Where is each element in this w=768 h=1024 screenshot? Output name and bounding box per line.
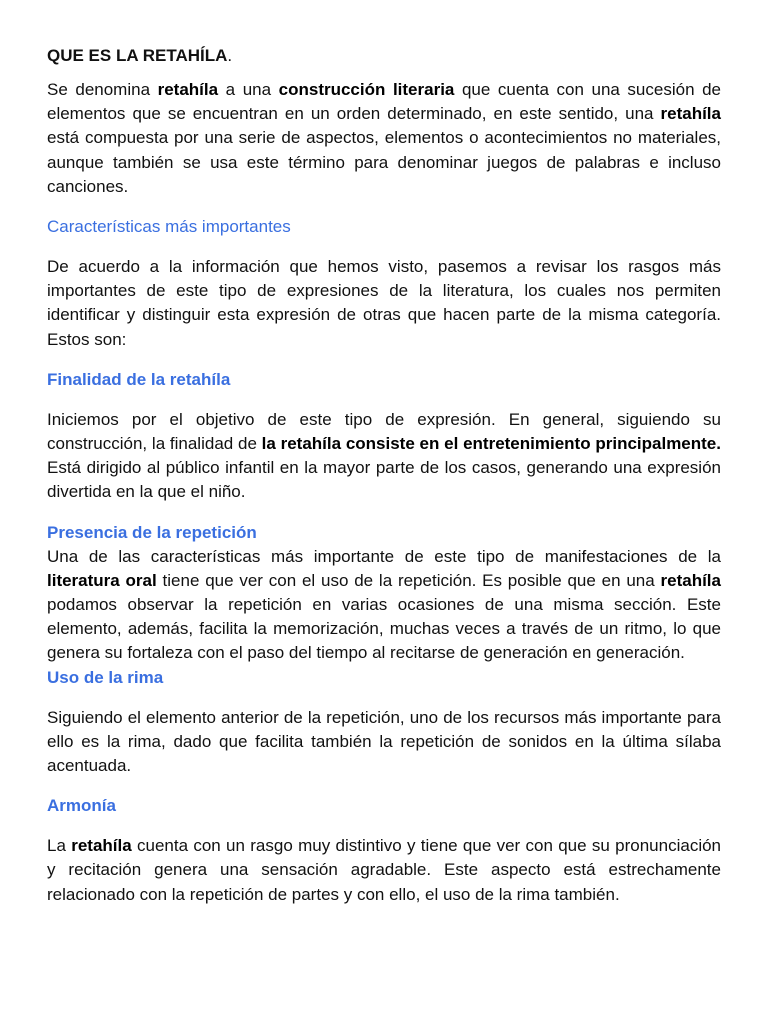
intro-text-3: que cuenta con una sucesión de elementos que se encuentran en un orden determinado, en este sentido, una	[47, 80, 722, 124]
document-title-text: QUE ES LA RETAHÍLA	[47, 46, 228, 65]
repeticion-text-2: tiene que ver con el uso de la repetición. Es posible que en una	[156, 570, 661, 590]
repeticion-bold-2: retahíla	[660, 570, 721, 590]
document-title-suffix: .	[227, 46, 233, 65]
finalidad-bold-1: la retahíla consiste en el entretenimiento principalmente.	[261, 434, 721, 454]
finalidad-text-2: Está dirigido al público infantil en la mayor parte de los casos, generando una expresión divertida en la que el niño.	[47, 458, 721, 502]
rima-paragraph: Siguiendo el elemento anterior de la repetición, uno de los recursos más importante para ello es la rima, dado que facilita también la repetición de sonidos en la última sílaba acentuada.	[47, 707, 721, 776]
intro-bold-2: construcción literaria	[278, 80, 455, 99]
armonia-text-2: cuenta con un rasgo muy distintivo y tiene que ver con que su pronunciación y recitación genera una sensación agradable. Este aspecto está estrechamente relacionado con la repetición de partes y con ello, el uso de la rima también.	[47, 836, 721, 904]
armonia-text-1: La	[47, 836, 72, 856]
heading-finalidad: Finalidad de la retahíla	[47, 369, 231, 389]
finalidad-paragraph	[47, 408, 721, 505]
repeticion-text-3: podamos observar la repetición en varias ocasiones de una misma sección. Este elemento, además, facilita la memorización, muchas veces a través de un ritmo, lo que genera su fortaleza con el paso del tiempo al recitarse de generación en generación.	[47, 595, 721, 663]
armonia-bold-1: retahíla	[71, 836, 132, 856]
intro-text-1: Se denomina	[47, 80, 158, 99]
repeticion-text-1: Una de las características más importante de este tipo de manifestaciones de la	[47, 546, 721, 566]
repeticion-bold-1: literatura oral	[47, 570, 157, 590]
document-title	[47, 44, 721, 68]
heading-armonia: Armonía	[47, 796, 116, 816]
repeticion-paragraph	[47, 545, 721, 666]
finalidad-text-1: Iniciemos por el objetivo de este tipo de expresión. En general, siguiendo su construcción, la finalidad de	[47, 409, 721, 454]
intro-paragraph	[47, 78, 721, 199]
intro-text-4: está compuesta por una serie de aspectos, elementos o acontecimientos no materiales, aunque también se usa este término para denominar juegos de palabras e incluso canciones.	[47, 128, 721, 196]
document-page	[47, 44, 721, 907]
armonia-paragraph	[47, 834, 721, 907]
heading-caracteristicas: Características más importantes	[47, 217, 291, 237]
intro-bold-3: retahíla	[660, 104, 721, 124]
heading-repeticion: Presencia de la repetición	[47, 522, 257, 542]
intro-text-2: a una	[218, 80, 279, 99]
intro-bold-1: retahíla	[157, 80, 219, 99]
caracteristicas-paragraph: De acuerdo a la información que hemos visto, pasemos a revisar los rasgos más importantes de este tipo de expresiones de la literatura, los cuales nos permiten identificar y distinguir esta expresión de otras que hacen parte de la misma categoría. Estos son:	[47, 257, 721, 349]
heading-rima: Uso de la rima	[47, 667, 164, 687]
